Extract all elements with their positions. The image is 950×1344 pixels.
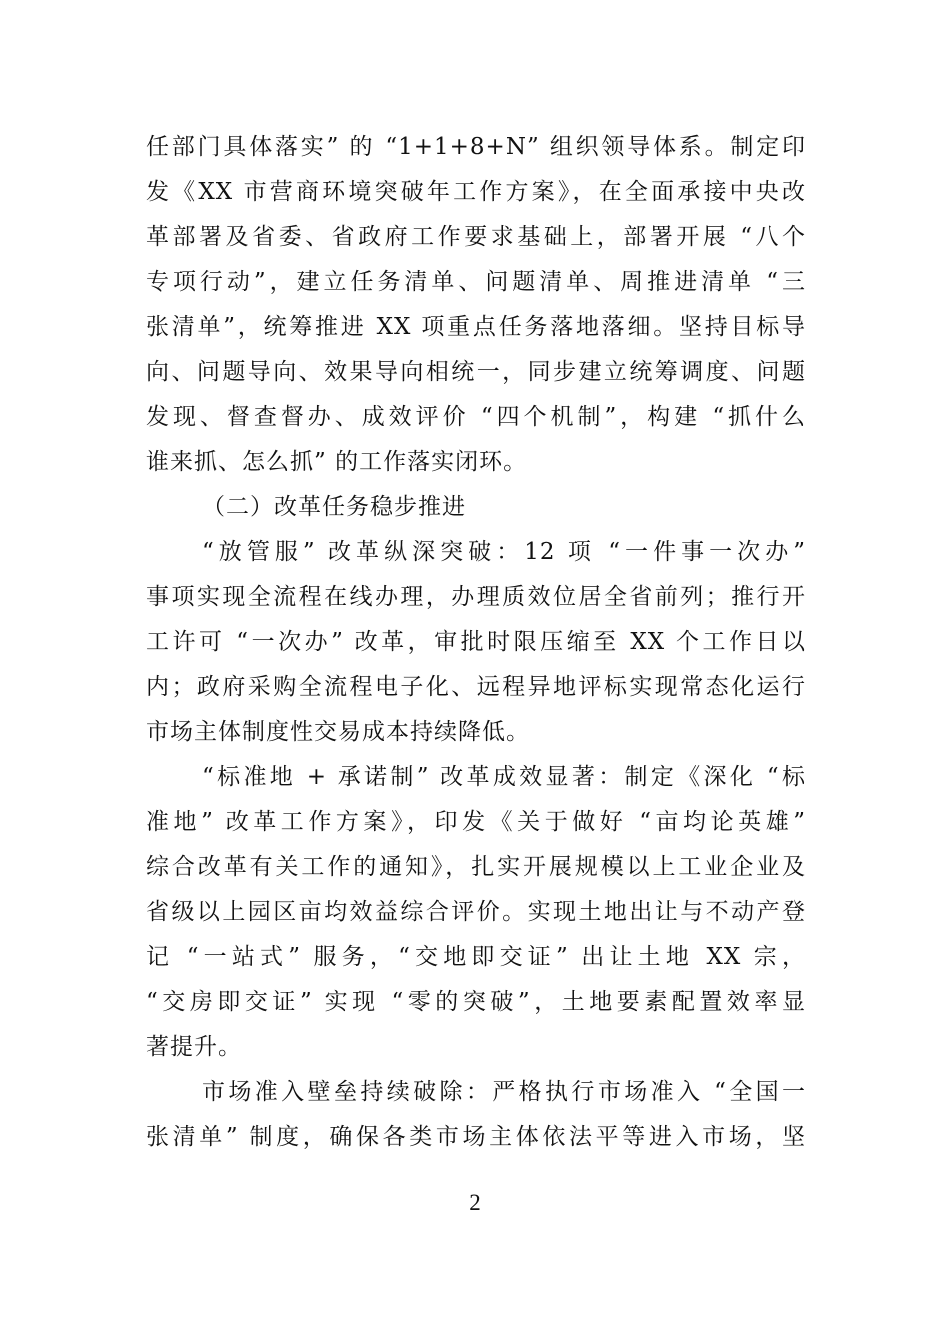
body-text-line: 向、问题导向、效果导向相统一，同步建立统筹调度、问题 (146, 359, 806, 385)
body-text-line: 专项行动”，建立任务清单、问题清单、周推进清单 “三 (146, 269, 806, 295)
body-text-line: 张清单”，统筹推进 XX 项重点任务落地落细。坚持目标导 (146, 314, 806, 340)
body-text-line: 记 “一站式” 服务，“交地即交证” 出让土地 XX 宗， (146, 944, 806, 970)
body-text-line: 市场主体制度性交易成本持续降低。 (146, 719, 530, 745)
body-text-line: “标准地 + 承诺制” 改革成效显著：制定《深化 “标 (202, 764, 806, 790)
body-text-line: 事项实现全流程在线办理，办理质效位居全省前列；推行开 (146, 584, 806, 610)
body-text-line: “放管服” 改革纵深突破：12 项 “一件事一次办” (202, 539, 806, 565)
body-text-line: 市场准入壁垒持续破除：严格执行市场准入 “全国一 (202, 1079, 806, 1105)
body-text-line: 著提升。 (146, 1034, 242, 1060)
body-text-line: 任部门具体落实” 的 “1+1+8+N” 组织领导体系。制定印 (146, 134, 806, 160)
section-heading: （二）改革任务稳步推进 (202, 494, 466, 520)
body-text-line: 省级以上园区亩均效益综合评价。实现土地出让与不动产登 (146, 899, 806, 925)
body-text-line: 内；政府采购全流程电子化、远程异地评标实现常态化运行 (146, 674, 806, 700)
page-number: 2 (469, 1190, 481, 1215)
body-text-line: “交房即交证” 实现 “零的突破”，土地要素配置效率显 (146, 989, 806, 1015)
body-text-line: 革部署及省委、省政府工作要求基础上，部署开展 “八个 (146, 224, 806, 250)
body-text-line: 准地” 改革工作方案》，印发《关于做好 “亩均论英雄” (146, 809, 806, 835)
body-text-line: 谁来抓、怎么抓” 的工作落实闭环。 (146, 449, 528, 475)
body-text-line: 发《XX 市营商环境突破年工作方案》，在全面承接中央改 (146, 179, 806, 205)
body-text-line: 张清单” 制度，确保各类市场主体依法平等进入市场，坚 (146, 1124, 806, 1150)
body-text-line: 综合改革有关工作的通知》，扎实开展规模以上工业企业及 (146, 854, 806, 880)
body-text-line: 工许可 “一次办” 改革，审批时限压缩至 XX 个工作日以 (146, 629, 806, 655)
body-text-line: 发现、督查督办、成效评价 “四个机制”，构建 “抓什么 (146, 404, 806, 430)
